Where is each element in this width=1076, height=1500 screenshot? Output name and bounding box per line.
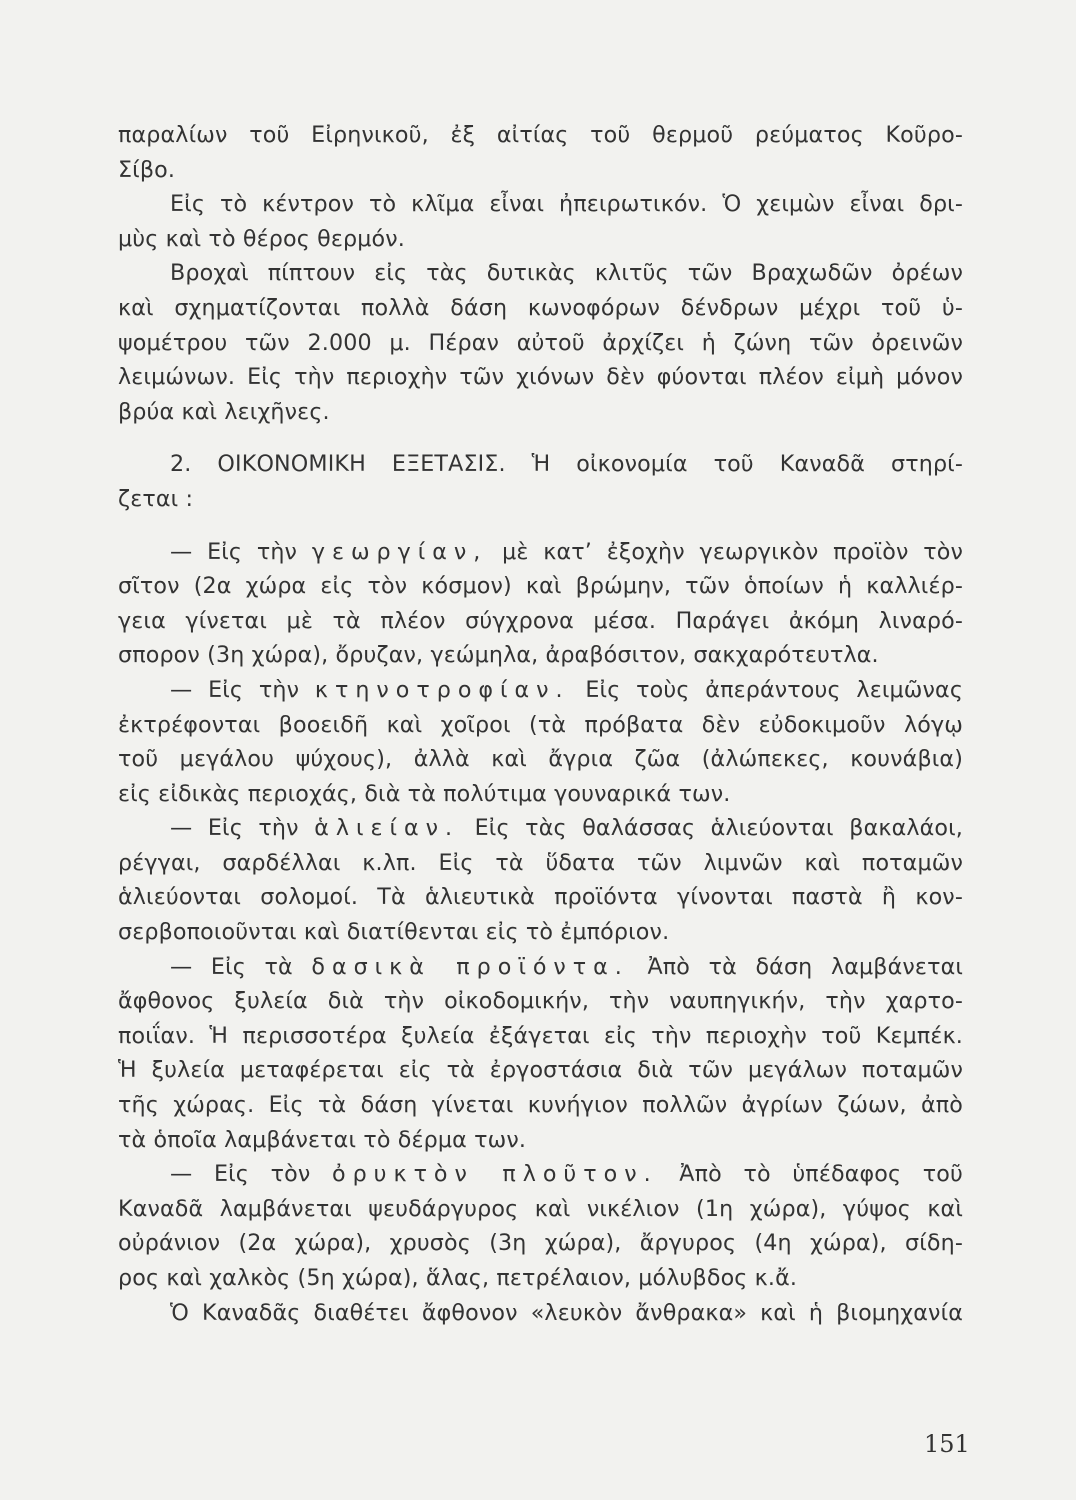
text-line: Ἡ ξυλεία μεταφέρεται εἰς τὰ ἐργοστάσια διὰ τῶν μεγάλων ποταμῶν [118, 1057, 963, 1084]
text-line: σπορον (3η χώρα), ὄρυζαν, γεώμηλα, ἀραβόσιτον, σακχαρότευτλα. [118, 642, 879, 669]
text-line: Σίβο. [118, 156, 176, 183]
spaced-term: κτηνοτροφίαν. [314, 676, 570, 703]
text-line [118, 535, 963, 570]
text-line: ἁλιεύονται σολομοί. Τὰ ἁλιευτικὰ προϊόντα γίνονται παστὰ ἢ κον- [118, 884, 963, 911]
dash-lead: — Εἰς τὸν [170, 1161, 311, 1188]
spaced-term: ὀρυκτὸν πλοῦτον. [332, 1161, 658, 1188]
spaced-term: γεωργίαν, [311, 538, 488, 565]
text-line: μὺς καὶ τὸ θέρος θερμόν. [118, 225, 405, 252]
text-line [118, 950, 963, 985]
section-heading-line: 2. ΟΙΚΟΝΟΜΙΚΗ ΕΞΕΤΑΣΙΣ. Ἡ οἰκονομία τοῦ Καναδᾶ στηρί- [170, 451, 963, 478]
dash-lead: — Εἰς τὴν [170, 538, 298, 565]
text-line: Ὁ Καναδᾶς διαθέτει ἄφθονον «λευκὸν ἄνθρακα» καὶ ἡ βιομηχανία [170, 1299, 963, 1326]
text-line: τοῦ μεγάλου ψύχους), ἀλλὰ καὶ ἄγρια ζῶα (ἀλώπεκες, κουνάβια) [118, 746, 963, 773]
text-line [118, 1157, 963, 1192]
dash-lead: — Εἰς τὰ [170, 953, 293, 980]
line-rest: Ἀπὸ τὰ δάση λαμβάνεται [647, 953, 964, 980]
dash-lead: — Εἰς τὴν [170, 815, 299, 842]
text-line: καὶ σχηματίζονται πολλὰ δάση κωνοφόρων δένδρων μέχρι τοῦ ὑ- [118, 294, 963, 321]
text-line: σῖτον (2α χώρα εἰς τὸν κόσμον) καὶ βρώμην, τῶν ὁποίων ἡ καλλιέρ- [118, 573, 963, 600]
text-line: ζεται : [118, 485, 194, 512]
spaced-term: ἁλιείαν. [314, 815, 460, 842]
text-line: Καναδᾶ λαμβάνεται ψευδάργυρος καὶ νικέλιον (1η χώρα), γύψος καὶ [118, 1195, 963, 1222]
text-line: γεια γίνεται μὲ τὰ πλέον σύγχρονα μέσα. Παράγει ἀκόμη λιναρό- [118, 607, 963, 634]
text-line: σερβοποιοῦνται καὶ διατίθενται εἰς τὸ ἐμπόριον. [118, 919, 670, 946]
line-rest: μὲ κατ’ ἐξοχὴν γεωργικὸν προϊὸν τὸν [502, 538, 964, 565]
text-line: εἰς εἰδικὰς περιοχάς, διὰ τὰ πολύτιμα γουναρικά των. [118, 780, 731, 807]
text-line: ρος καὶ χαλκὸς (5η χώρα), ἅλας, πετρέλαιον, μόλυβδος κ.ἄ. [118, 1265, 798, 1291]
text-line: τὰ ὁποῖα λαμβάνεται τὸ δέρμα των. [118, 1126, 527, 1153]
text-line: ἄφθονος ξυλεία διὰ τὴν οἰκοδομικήν, τὴν ναυπηγικήν, τὴν χαρτο- [118, 988, 963, 1015]
text-line: ἐκτρέφονται βοοειδῆ καὶ χοῖροι (τὰ πρόβατα δὲν εὐδοκιμοῦν λόγῳ [118, 711, 963, 738]
text-line: ψομέτρου τῶν 2.000 μ. Πέραν αὐτοῦ ἀρχίζει ἡ ζώνη τῶν ὀρεινῶν [118, 329, 963, 356]
text-line: ποιΐαν. Ἡ περισσοτέρα ξυλεία ἐξάγεται εἰς τὴν περιοχὴν τοῦ Κεμπέκ. [118, 1022, 963, 1049]
text-line: λειμώνων. Εἰς τὴν περιοχὴν τῶν χιόνων δὲν φύονται πλέον εἰμὴ μόνον [118, 364, 963, 391]
text-line: τῆς χώρας. Εἰς τὰ δάση γίνεται κυνήγιον πολλῶν ἀγρίων ζώων, ἀπὸ [118, 1092, 963, 1119]
body-text [118, 118, 963, 1330]
line-rest: Εἰς τὰς θαλάσσας ἁλιεύονται βακαλάοι, [474, 815, 963, 842]
text-line [118, 673, 963, 708]
text-line: ρέγγαι, σαρδέλλαι κ.λπ. Εἰς τὰ ὕδατα τῶν λιμνῶν καὶ ποταμῶν [118, 849, 963, 876]
text-line: Εἰς τὸ κέντρον τὸ κλῖμα εἶναι ἠπειρωτικόν. Ὁ χειμὼν εἶναι δρι- [170, 191, 963, 218]
text-line: βρύα καὶ λειχῆνες. [118, 398, 330, 425]
text-line: Βροχαὶ πίπτουν εἰς τὰς δυτικὰς κλιτῦς τῶν Βραχωδῶν ὀρέων [170, 260, 963, 287]
line-rest: Ἀπὸ τὸ ὑπέδαφος τοῦ [679, 1161, 963, 1188]
page-number: 151 [924, 1430, 970, 1458]
text-line [118, 811, 963, 846]
dash-lead: — Εἰς τὴν [170, 676, 300, 703]
text-line: οὐράνιον (2α χώρα), χρυσὸς (3η χώρα), ἄργυρος (4η χώρα), σίδη- [118, 1230, 963, 1257]
spaced-term: δασικὰ προϊόντα. [311, 953, 629, 980]
line-rest: Εἰς τοὺς ἀπεράντους λειμῶνας [585, 676, 963, 703]
text-line: παραλίων τοῦ Εἰρηνικοῦ, ἐξ αἰτίας τοῦ θερμοῦ ρεύματος Κοῦρο- [118, 122, 963, 148]
